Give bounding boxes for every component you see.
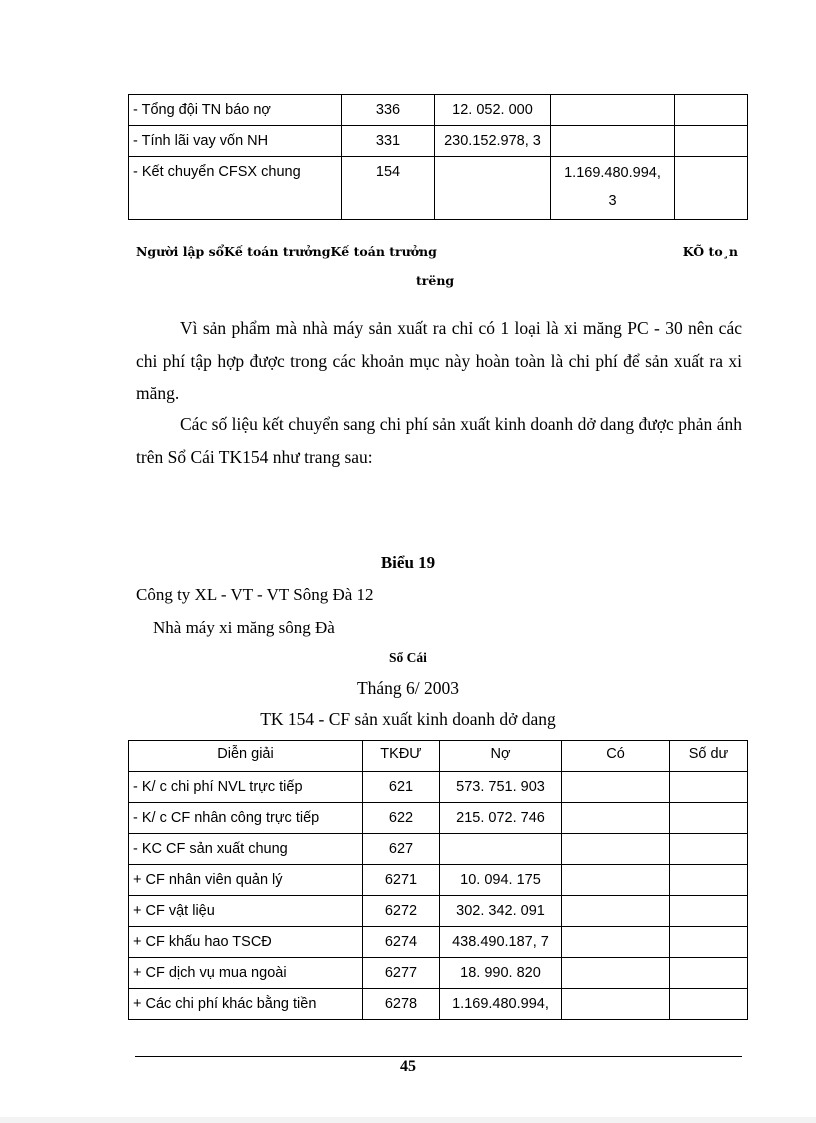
account-cell: 622 (363, 803, 440, 834)
debit-cell: 230.152.978, 3 (435, 126, 551, 157)
desc-cell: + CF dịch vụ mua ngoài (129, 958, 363, 989)
company-name: Công ty XL - VT - VT Sông Đà 12 (136, 585, 374, 604)
book-title: Sổ Cái (389, 650, 427, 665)
balance-cell (670, 803, 748, 834)
credit-cell (562, 989, 670, 1020)
desc-cell: - Kết chuyển CFSX chung (129, 157, 342, 220)
table-row (129, 927, 748, 958)
desc-cell: - KC CF sản xuất chung (129, 834, 363, 865)
balance-cell (670, 772, 748, 803)
credit-cell (562, 927, 670, 958)
header-description: Diễn giải (129, 741, 363, 772)
credit-cell (562, 834, 670, 865)
credit-cell (551, 95, 675, 126)
balance-cell (675, 157, 748, 220)
table-row (129, 157, 748, 220)
signature-right-sub: trëng (416, 273, 455, 288)
paragraph-1-text: Vì sản phẩm mà nhà máy sản xuất ra chỉ có 1 loại là xi măng PC - 30 nên các chi phí tập hợp được trong các khoản mục này hoàn toàn là chi phí để sản xuất ra xi măng. (136, 318, 742, 403)
paragraph-1 (136, 312, 742, 410)
account-cell: 6278 (363, 989, 440, 1020)
desc-cell: + CF vật liệu (129, 896, 363, 927)
table-row (129, 834, 748, 865)
debit-cell: 1.169.480.994, (440, 989, 562, 1020)
page-bottom-edge (0, 1117, 816, 1123)
desc-cell: - Tổng đội TN báo nợ (129, 95, 342, 126)
debit-cell: 18. 990. 820 (440, 958, 562, 989)
credit-cell (562, 772, 670, 803)
debit-cell (435, 157, 551, 220)
header-balance: Số dư (670, 741, 748, 772)
balance-cell (670, 896, 748, 927)
credit-line-1: 1.169.480.994, (564, 165, 661, 181)
table-row (129, 772, 748, 803)
balance-cell (670, 927, 748, 958)
credit-line-2: 3 (608, 193, 617, 209)
account-cell: 6272 (363, 896, 440, 927)
table-header-row (129, 741, 748, 772)
debit-cell: 438.490.187, 7 (440, 927, 562, 958)
signature-row (136, 244, 742, 266)
header-debit: Nợ (440, 741, 562, 772)
footer-divider (135, 1056, 742, 1057)
debit-cell: 302. 342. 091 (440, 896, 562, 927)
credit-cell (562, 803, 670, 834)
account-cell: 6274 (363, 927, 440, 958)
signature-right: KÕ to¸n (682, 244, 738, 259)
debit-cell: 10. 094. 175 (440, 865, 562, 896)
credit-cell (562, 865, 670, 896)
desc-cell: + Các chi phí khác bằng tiền (129, 989, 363, 1020)
account-cell: 6277 (363, 958, 440, 989)
credit-cell (551, 126, 675, 157)
factory-name: Nhà máy xi măng sông Đà (153, 618, 335, 637)
report-month: Tháng 6/ 2003 (356, 678, 460, 698)
balance-cell (670, 834, 748, 865)
desc-cell: + CF nhân viên quản lý (129, 865, 363, 896)
paragraph-2-text: Các số liệu kết chuyển sang chi phí sản xuất kinh doanh dở dang được phản ánh trên Sổ Cái TK154 như trang sau: (136, 414, 742, 467)
balance-cell (670, 958, 748, 989)
account-cell: 331 (342, 126, 435, 157)
credit-cell (562, 896, 670, 927)
debit-cell: 573. 751. 903 (440, 772, 562, 803)
table-row (129, 865, 748, 896)
desc-cell: - Tính lãi vay vốn NH (129, 126, 342, 157)
desc-cell: + CF khấu hao TSCĐ (129, 927, 363, 958)
page-number: 45 (400, 1058, 416, 1075)
account-cell: 336 (342, 95, 435, 126)
desc-cell: - K/ c CF nhân công trực tiếp (129, 803, 363, 834)
header-account: TKĐƯ (363, 741, 440, 772)
balance-cell (670, 865, 748, 896)
account-cell: 621 (363, 772, 440, 803)
account-cell: 6271 (363, 865, 440, 896)
balance-cell (675, 95, 748, 126)
account-title: TK 154 - CF sản xuất kinh doanh dở dang (260, 709, 556, 729)
balance-cell (675, 126, 748, 157)
credit-cell (551, 157, 675, 220)
table-row (129, 958, 748, 989)
debit-cell: 12. 052. 000 (435, 95, 551, 126)
header-credit: Có (562, 741, 670, 772)
desc-cell: - K/ c chi phí NVL trực tiếp (129, 772, 363, 803)
table-row (129, 95, 748, 126)
ledger-table (128, 740, 748, 1020)
signature-left: Người lập sổKế toán trưởngKế toán trưởng (136, 244, 437, 259)
account-cell: 627 (363, 834, 440, 865)
report-title: Biểu 19 (380, 553, 436, 572)
table-row (129, 803, 748, 834)
debit-cell (440, 834, 562, 865)
account-cell: 154 (342, 157, 435, 220)
table-row (129, 126, 748, 157)
top-ledger-table (128, 94, 748, 220)
table-row (129, 989, 748, 1020)
debit-cell: 215. 072. 746 (440, 803, 562, 834)
paragraph-2 (136, 408, 742, 473)
table-row (129, 896, 748, 927)
balance-cell (670, 989, 748, 1020)
credit-cell (562, 958, 670, 989)
